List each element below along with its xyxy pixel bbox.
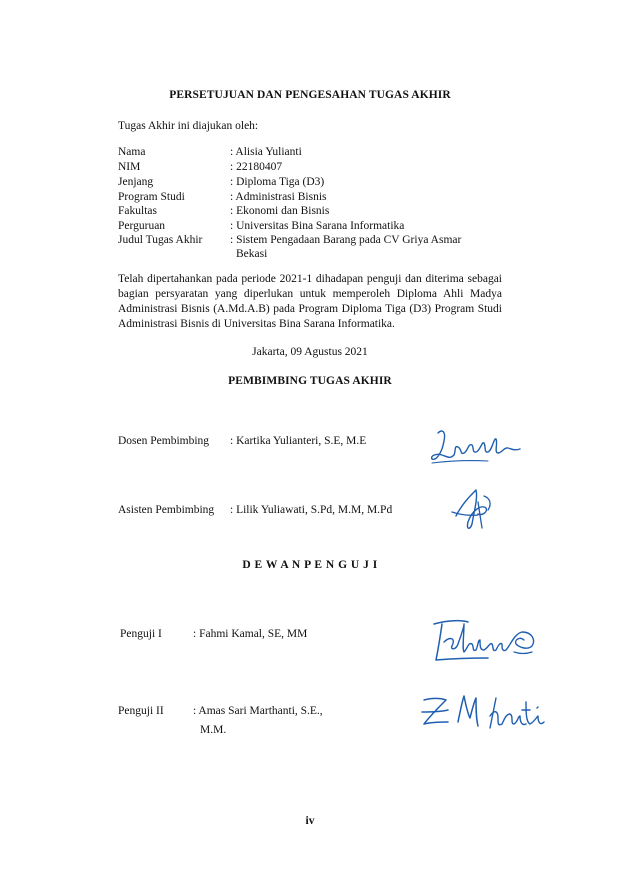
field-value: : 22180407 — [230, 161, 283, 173]
field-value: : Sistem Pengadaan Barang pada CV Griya Asmar — [230, 234, 462, 246]
field-label: Perguruan — [118, 220, 166, 232]
intro-text: Tugas Akhir ini diajukan oleh: — [118, 120, 259, 132]
penguji-2-value-continuation: M.M. — [200, 724, 227, 736]
dewan-penguji-heading: D E W A N P E N G U J I — [242, 559, 378, 571]
dosen-label: Dosen Pembimbing — [118, 435, 210, 447]
page-number: iv — [305, 815, 315, 827]
field-value: : Alisia Yulianti — [230, 146, 302, 158]
field-value-continuation: Bekasi — [236, 248, 268, 260]
field-value: : Ekonomi dan Bisnis — [230, 205, 330, 217]
field-label: Fakultas — [118, 205, 157, 217]
penguji-2-value: : Amas Sari Marthanti, S.E., — [193, 705, 323, 717]
field-label: Nama — [118, 146, 146, 158]
penguji-1-value: : Fahmi Kamal, SE, MM — [193, 628, 308, 640]
page-title: PERSETUJUAN DAN PENGESAHAN TUGAS AKHIR — [169, 89, 451, 101]
asisten-value: : Lilik Yuliawati, S.Pd, M.M, M.Pd — [230, 504, 393, 516]
approval-paragraph: Telah dipertahankan pada periode 2021-1 dihadapan penguji dan diterima sebagai bagian persyaratan yang diperlukan untuk memperoleh Diploma Ahli Madya Administrasi Bisnis (A.Md.A.B) pada Program Diploma Tiga (D3) Program Studi Administrasi Bisnis di Universitas Bina Sarana Informatika. — [118, 273, 502, 330]
asisten-signature — [448, 482, 500, 534]
place-date: Jakarta, 09 Agustus 2021 — [252, 346, 368, 358]
field-label: Jenjang — [118, 176, 154, 188]
field-value: : Diploma Tiga (D3) — [230, 176, 325, 188]
asisten-label: Asisten Pembimbing — [118, 504, 215, 516]
field-label: Judul Tugas Akhir — [118, 234, 203, 246]
penguji-2-signature — [418, 688, 552, 738]
field-label: Program Studi — [118, 191, 185, 203]
penguji-1-signature — [428, 612, 544, 668]
field-label: NIM — [118, 161, 141, 173]
penguji-2-label: Penguji II — [118, 705, 164, 717]
pembimbing-heading: PEMBIMBING TUGAS AKHIR — [228, 375, 392, 387]
field-value: : Administrasi Bisnis — [230, 191, 327, 203]
field-value: : Universitas Bina Sarana Informatika — [230, 220, 405, 232]
dosen-signature — [428, 423, 534, 467]
penguji-1-label: Penguji I — [120, 628, 162, 640]
dosen-value: : Kartika Yulianteri, S.E, M.E — [230, 435, 367, 447]
